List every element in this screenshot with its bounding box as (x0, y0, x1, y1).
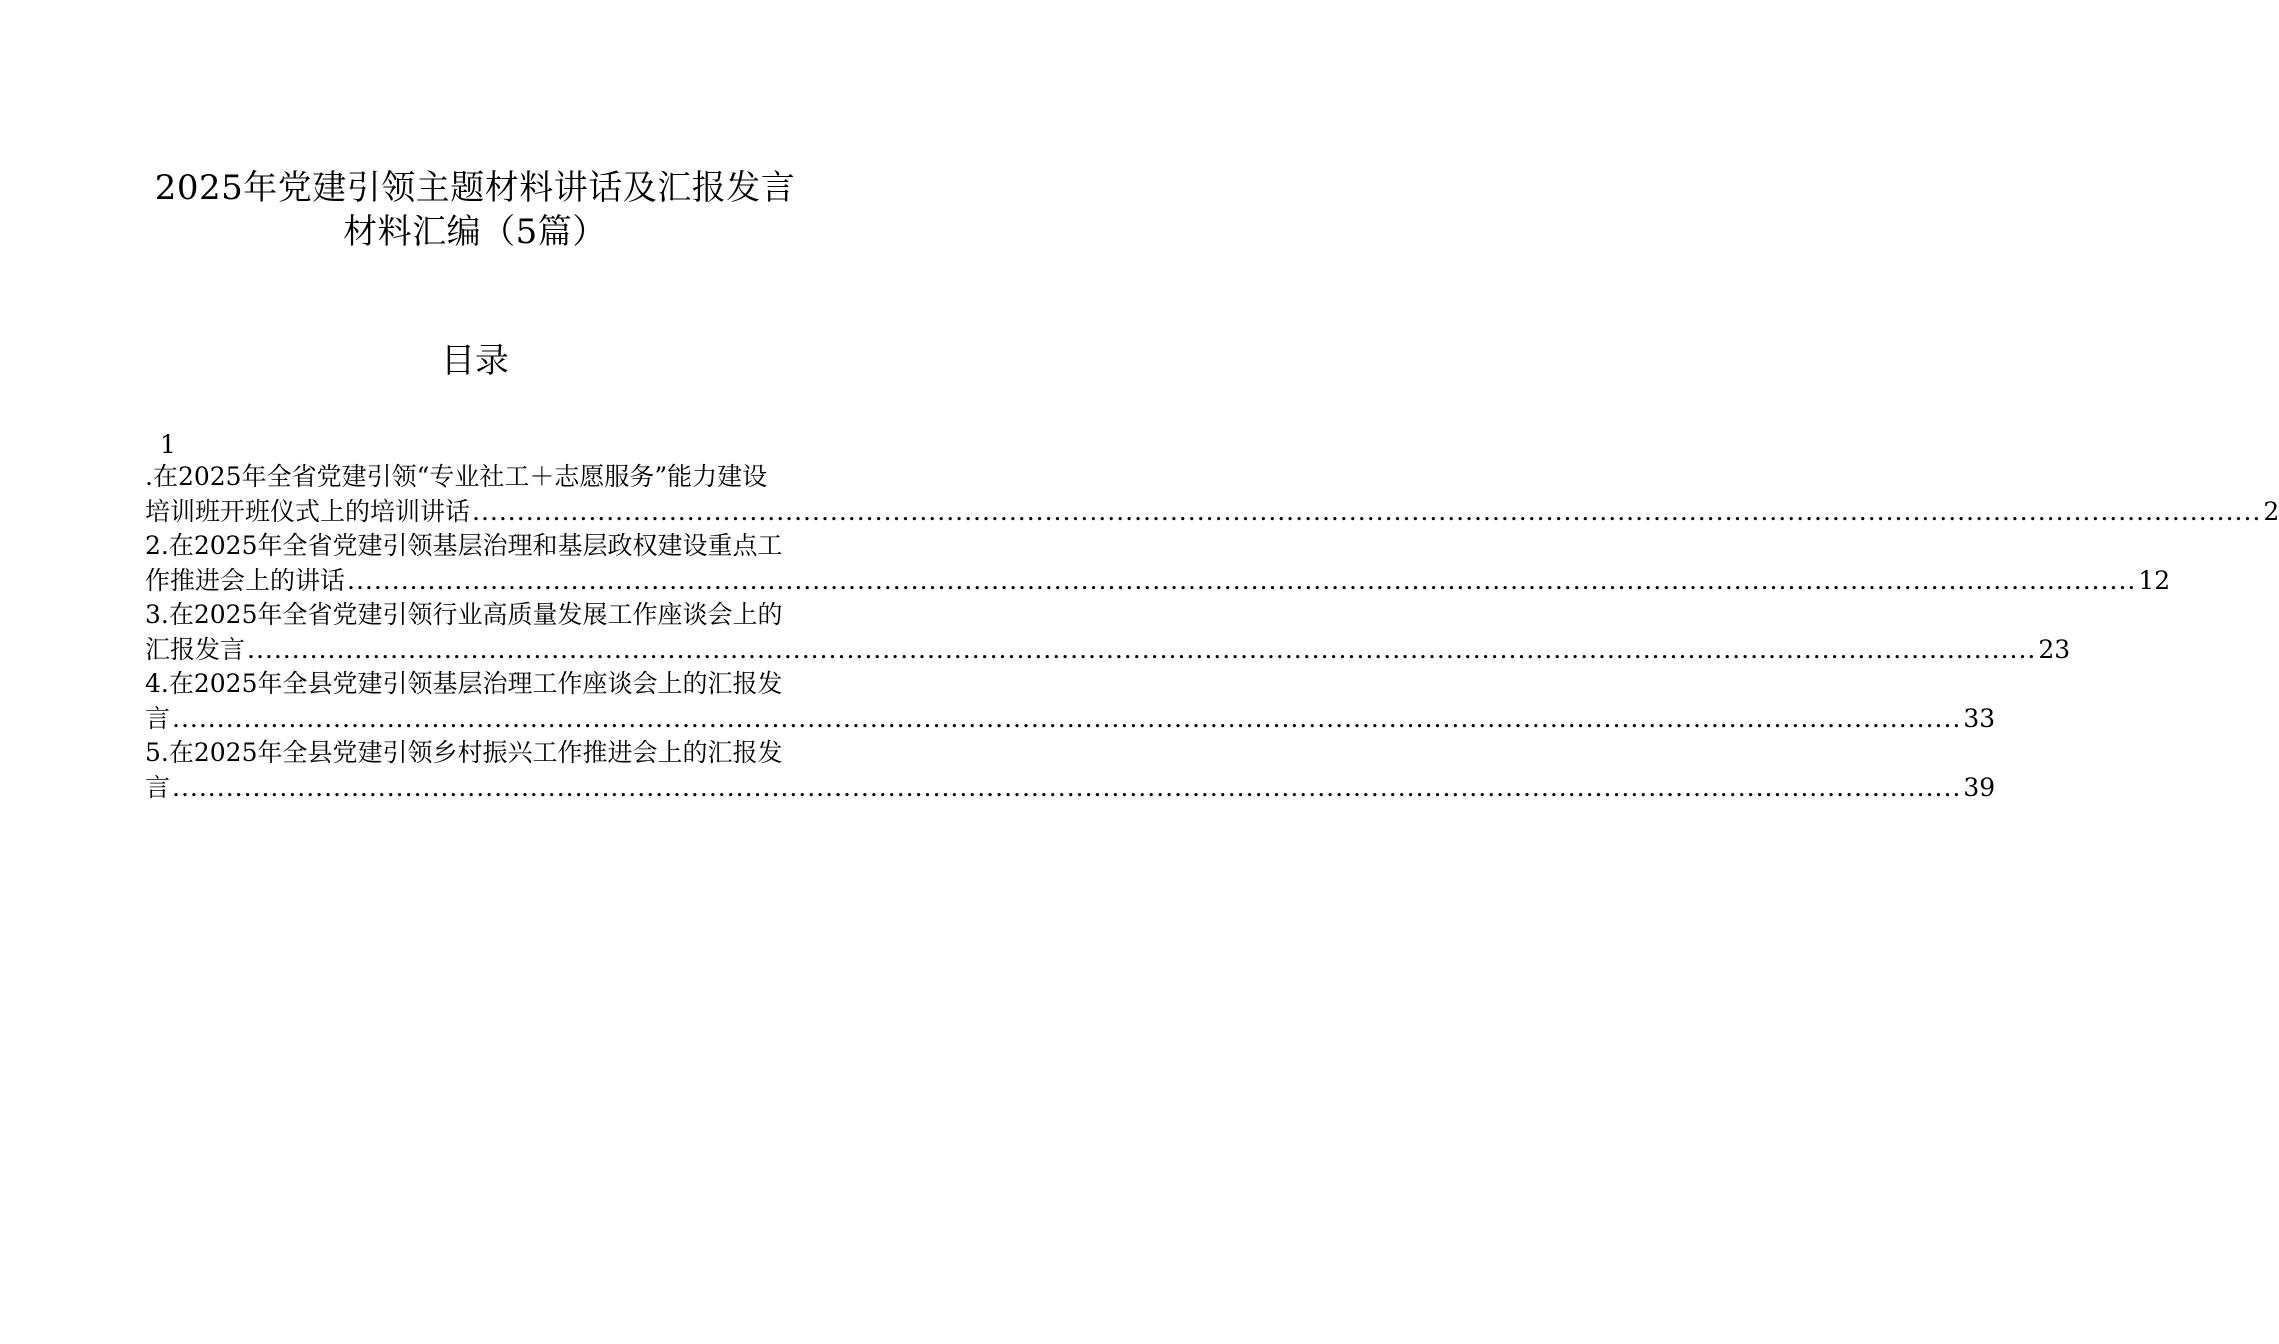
toc-entry-title: 3.在2025年全省党建引领行业高质量发展工作座谈会上的 (145, 600, 783, 629)
toc-list-marker: 1 (160, 430, 176, 459)
toc-dot-leader: ........................................................................................................................................................................................................ (247, 634, 2037, 664)
toc-entry-5[interactable] (145, 736, 1996, 805)
toc-dot-leader: ........................................................................................................................................................................................................ (347, 565, 2137, 595)
toc-entry-title: 2.在2025年全省党建引领基层治理和基层政权建设重点工 (145, 531, 783, 560)
toc-page-number: 2 (2263, 496, 2279, 526)
toc-entry-title-continued: 言 (145, 703, 171, 733)
toc-entry-title-continued: 言 (145, 772, 171, 802)
toc-page-number: 23 (2038, 634, 2071, 664)
toc-dot-leader: ........................................................................................................................................................................................................ (172, 703, 1962, 733)
toc-dot-leader: ........................................................................................................................................................................................................ (472, 496, 2262, 526)
document-title-line-2: 材料汇编（5篇） (343, 212, 607, 252)
toc-entry-title-continued: 汇报发言 (145, 634, 246, 664)
document-title-line-1: 2025年党建引领主题材料讲话及汇报发言 (154, 168, 796, 208)
toc-entry-title: 4.在2025年全县党建引领基层治理工作座谈会上的汇报发 (145, 669, 783, 698)
toc-dot-leader: ........................................................................................................................................................................................................ (172, 772, 1962, 802)
toc-heading: 目录 (441, 341, 509, 381)
toc-entry-4[interactable] (145, 667, 1996, 736)
toc-entry-title: 5.在2025年全县党建引领乡村振兴工作推进会上的汇报发 (145, 738, 783, 767)
toc-entry-1[interactable] (145, 460, 2279, 529)
toc-entry-title: .在2025年全省党建引领“专业社工＋志愿服务”能力建设 (145, 462, 768, 491)
toc-entry-3[interactable] (145, 598, 2071, 667)
toc-entry-2[interactable] (145, 529, 2171, 598)
toc-page-number: 39 (1963, 772, 1996, 802)
table-of-contents (145, 430, 2279, 805)
toc-page-number: 33 (1963, 703, 1996, 733)
toc-entry-title-continued: 培训班开班仪式上的培训讲话 (145, 496, 471, 526)
toc-page-number: 12 (2138, 565, 2171, 595)
toc-entry-title-continued: 作推进会上的讲话 (145, 565, 346, 595)
